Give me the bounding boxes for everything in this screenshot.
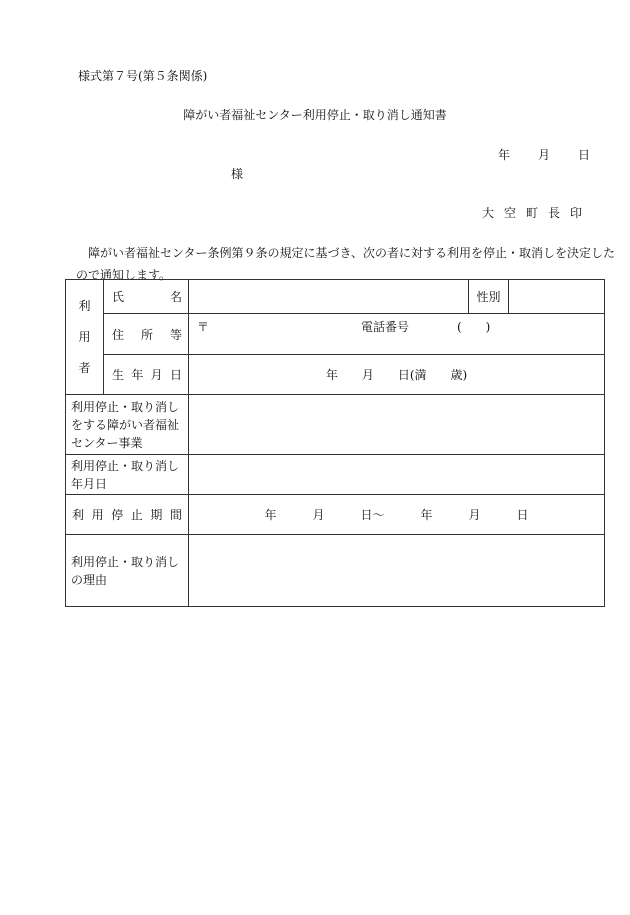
period-label-char: 用	[91, 508, 104, 522]
facility-label: 利用停止・取り消しをする障がい者福祉センター事業	[66, 395, 189, 455]
row-name	[66, 280, 605, 314]
issuer-name: 大空町長印	[481, 206, 592, 220]
birth-label-char: 年	[131, 368, 144, 382]
address-label-char: 等	[169, 327, 182, 342]
recipient-suffix: 様	[231, 167, 244, 181]
user-label	[66, 280, 104, 395]
stop-date-label: 利用停止・取り消し年月日	[66, 455, 189, 495]
birth-label-char: 月	[150, 368, 163, 382]
date-month: 月	[537, 148, 550, 162]
period-label-char: 止	[130, 508, 143, 522]
date-day: 日	[577, 148, 590, 162]
reason-field[interactable]	[189, 535, 605, 607]
period-label	[66, 495, 189, 535]
row-facility	[66, 395, 605, 455]
birth-label-char: 生	[112, 368, 125, 382]
row-reason	[66, 535, 605, 607]
facility-field[interactable]	[189, 395, 605, 455]
date-year: 年	[497, 148, 510, 162]
user-label-char: 用	[78, 329, 91, 344]
name-field[interactable]	[189, 280, 469, 314]
row-period	[66, 495, 605, 535]
postal-mark: 〒	[197, 320, 210, 334]
birthdate-label	[104, 355, 189, 395]
row-birthdate	[66, 355, 605, 395]
name-label-char: 名	[169, 290, 182, 304]
stop-date-field[interactable]	[189, 455, 605, 495]
notice-body-text: 障がい者福祉センター条例第９条の規定に基づき、次の者に対する利用を停止・取消しを決定したので通知します。	[76, 246, 616, 282]
address-label-char: 所	[140, 327, 153, 342]
user-label-char: 者	[78, 360, 91, 375]
phone-area-code-paren: ( )	[457, 320, 491, 334]
address-label-char: 住	[112, 327, 125, 342]
period-label-char: 停	[111, 508, 124, 522]
user-label-char: 利	[78, 298, 91, 313]
row-stop-date	[66, 455, 605, 495]
period-label-char: 利	[72, 508, 85, 522]
phone-label: 電話番号	[361, 320, 410, 334]
name-label	[104, 280, 189, 314]
period-label-char: 期	[150, 508, 163, 522]
name-label-char: 氏	[112, 290, 125, 304]
birth-label-char: 日	[169, 368, 182, 382]
gender-field[interactable]	[509, 280, 605, 314]
document-title: 障がい者福祉センター利用停止・取り消し通知書	[183, 108, 447, 122]
gender-label: 性別	[469, 280, 509, 314]
period-field[interactable]: 年 月 日〜 年 月 日	[189, 495, 605, 535]
reason-label: 利用停止・取り消しの理由	[66, 535, 189, 607]
notice-form-table	[65, 279, 605, 607]
address-label	[104, 314, 189, 355]
form-number: 様式第７号(第５条関係)	[78, 69, 208, 83]
period-label-char: 間	[169, 508, 182, 522]
address-field[interactable]	[189, 314, 605, 355]
notice-date	[498, 149, 590, 161]
birthdate-field[interactable]: 年 月 日(満 歳)	[189, 355, 605, 395]
row-address	[66, 314, 605, 355]
